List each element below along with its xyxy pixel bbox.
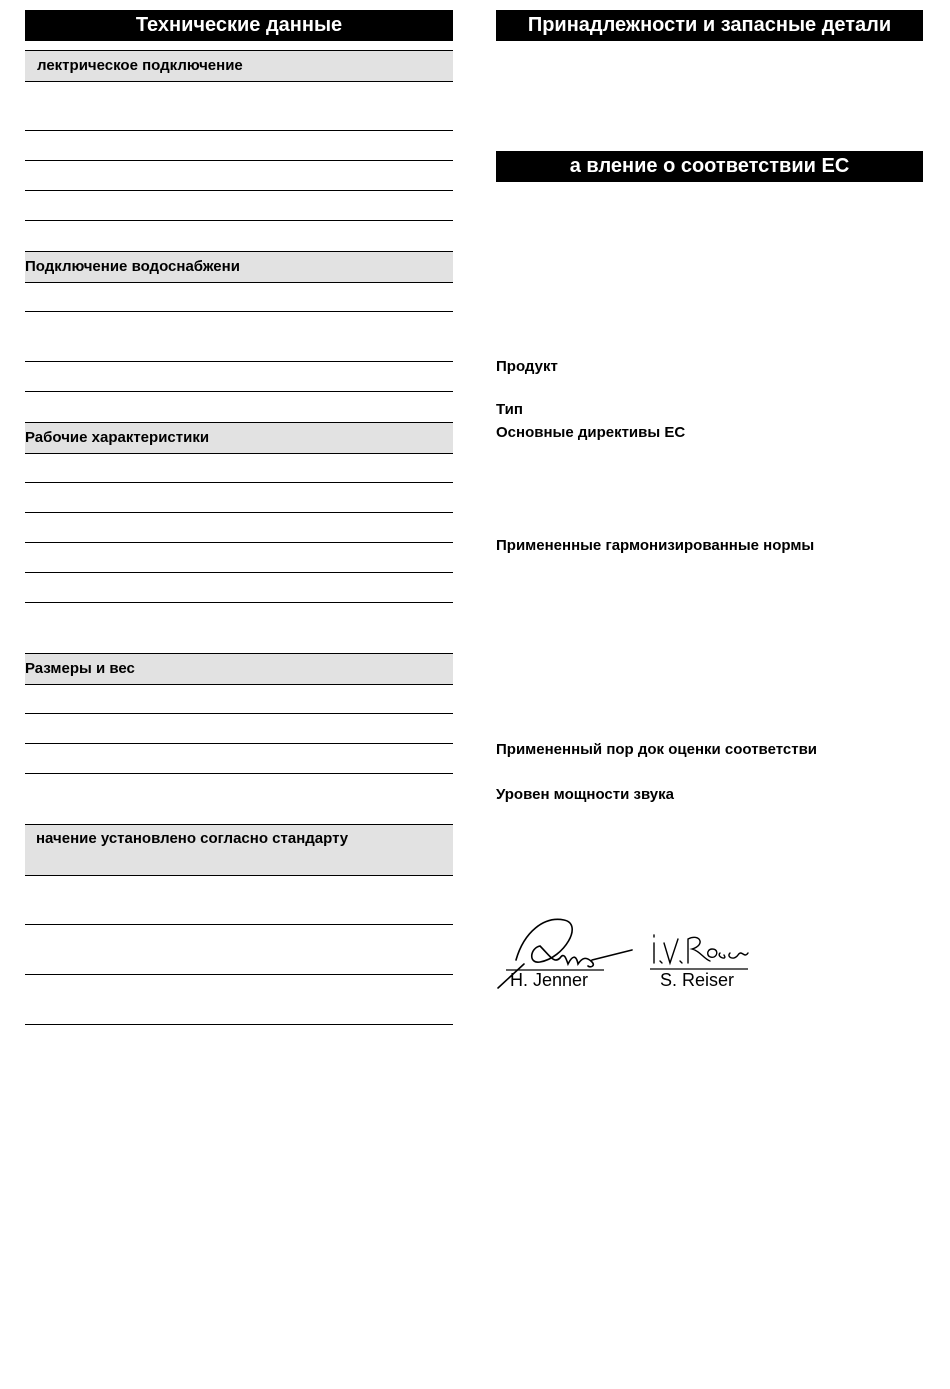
table-row-divider bbox=[25, 713, 453, 714]
section-dimensions-weight: Размеры и вес bbox=[25, 653, 453, 685]
table-row-divider bbox=[25, 311, 453, 312]
product-label: Продукт bbox=[496, 358, 558, 375]
table-row-divider bbox=[25, 512, 453, 513]
ec-declaration-title: а вление о соответствии ЕС bbox=[496, 151, 923, 182]
table-row-divider bbox=[25, 1024, 453, 1025]
table-row-divider bbox=[25, 220, 453, 221]
table-row-divider bbox=[25, 602, 453, 603]
table-row-divider bbox=[25, 190, 453, 191]
table-row-divider bbox=[25, 482, 453, 483]
section-performance: Рабочие характеристики bbox=[25, 422, 453, 454]
table-row-divider bbox=[25, 160, 453, 161]
table-row-divider bbox=[25, 924, 453, 925]
procedure-label: Примененный пор док оценки соответстви bbox=[496, 741, 818, 758]
table-row-divider bbox=[25, 974, 453, 975]
directives-label: Основные директивы ЕС bbox=[496, 424, 686, 441]
table-row-divider bbox=[25, 361, 453, 362]
section-water-connection: Подключение водоснабжени bbox=[25, 251, 453, 283]
table-row-divider bbox=[25, 391, 453, 392]
table-row-divider bbox=[25, 130, 453, 131]
signatory-name-reiser: S. Reiser bbox=[660, 970, 735, 990]
table-row-divider bbox=[25, 743, 453, 744]
technical-data-title: Технические данные bbox=[25, 10, 453, 41]
norms-label: Примененные гармонизированные нормы bbox=[496, 537, 815, 554]
table-row-divider bbox=[25, 542, 453, 543]
sound-power-label: Уровен мощности звука bbox=[496, 786, 674, 803]
table-row-divider bbox=[25, 572, 453, 573]
section-standard-note: начение установлено согласно стандарту bbox=[25, 824, 453, 876]
type-label: Тип bbox=[496, 401, 523, 418]
signatory-name-jenner: H. Jenner bbox=[510, 970, 589, 990]
accessories-title: Принадлежности и запасные детали bbox=[496, 10, 923, 41]
signature-reiser bbox=[648, 925, 758, 975]
section-electrical-connection: лектрическое подключение bbox=[25, 50, 453, 82]
table-row-divider bbox=[25, 773, 453, 774]
